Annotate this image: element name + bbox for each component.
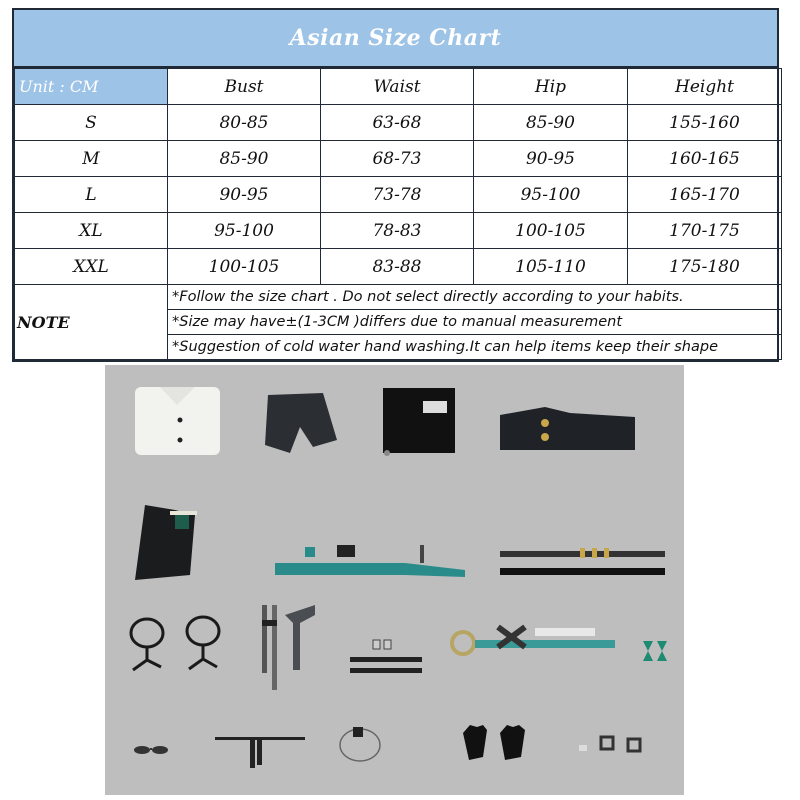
note-line-2: *Size may have±(1-3CM )differs due to manual measurement [168,310,782,335]
height-value: 160-165 [628,141,782,177]
hip-value: 105-110 [474,249,628,285]
sunglasses-icon [134,746,168,754]
note-line-1: *Follow the size chart . Do not select directly according to your habits. [168,285,782,310]
wire-necklace-icon [340,727,380,761]
waist-value: 68-73 [321,141,474,177]
size-chart-table [12,8,779,362]
height-value: 170-175 [628,213,782,249]
product-photo [105,365,684,795]
waist-tie-icon [215,737,305,768]
note-label: NOTE [15,285,168,360]
size-label: L [15,177,168,213]
costume-items-illustration [105,365,684,795]
black-straps-with-tags-icon [350,640,422,673]
size-table [14,68,782,360]
table-row [15,141,782,177]
bust-value: 85-90 [168,141,321,177]
hip-value: 100-105 [474,213,628,249]
waist-value: 73-78 [321,177,474,213]
teal-earrings-icon [643,641,667,661]
height-value: 175-180 [628,249,782,285]
note-line-3: *Suggestion of cold water hand washing.It can help items keep their shape [168,335,782,360]
black-gloves-icon [463,725,525,760]
table-row [15,249,782,285]
size-label: M [15,141,168,177]
white-shirt-icon [135,387,220,455]
bust-value: 100-105 [168,249,321,285]
bust-value: 95-100 [168,213,321,249]
bust-value: 90-95 [168,177,321,213]
size-chart-title-bar [14,10,777,68]
bust-value: 80-85 [168,105,321,141]
unit-label: Unit : CM [15,69,168,105]
waist-value: 78-83 [321,213,474,249]
waist-value: 63-68 [321,105,474,141]
table-row [15,213,782,249]
column-header-waist: Waist [321,69,474,105]
leg-garters-icon [131,617,219,670]
hip-value: 90-95 [474,141,628,177]
black-belts-icon [500,548,665,575]
black-shorts-icon [265,393,337,453]
teal-sash-icon [275,545,465,577]
black-skirt-panel-icon [383,388,455,456]
size-label: XL [15,213,168,249]
size-chart-title: Asian Size Chart [289,25,502,51]
column-header-hip: Hip [474,69,628,105]
size-label: XXL [15,249,168,285]
suspender-harness-icon [262,605,315,690]
header-row [15,69,782,105]
black-cape-icon [135,505,197,580]
table-row [15,105,782,141]
small-clips-icon [579,737,640,751]
note-row [15,285,782,310]
waist-value: 83-88 [321,249,474,285]
teal-ribbon-icon [452,627,615,654]
height-value: 155-160 [628,105,782,141]
hip-value: 85-90 [474,105,628,141]
column-header-height: Height [628,69,782,105]
hip-value: 95-100 [474,177,628,213]
height-value: 165-170 [628,177,782,213]
size-label: S [15,105,168,141]
table-row [15,177,782,213]
black-corset-icon [500,407,635,450]
column-header-bust: Bust [168,69,321,105]
